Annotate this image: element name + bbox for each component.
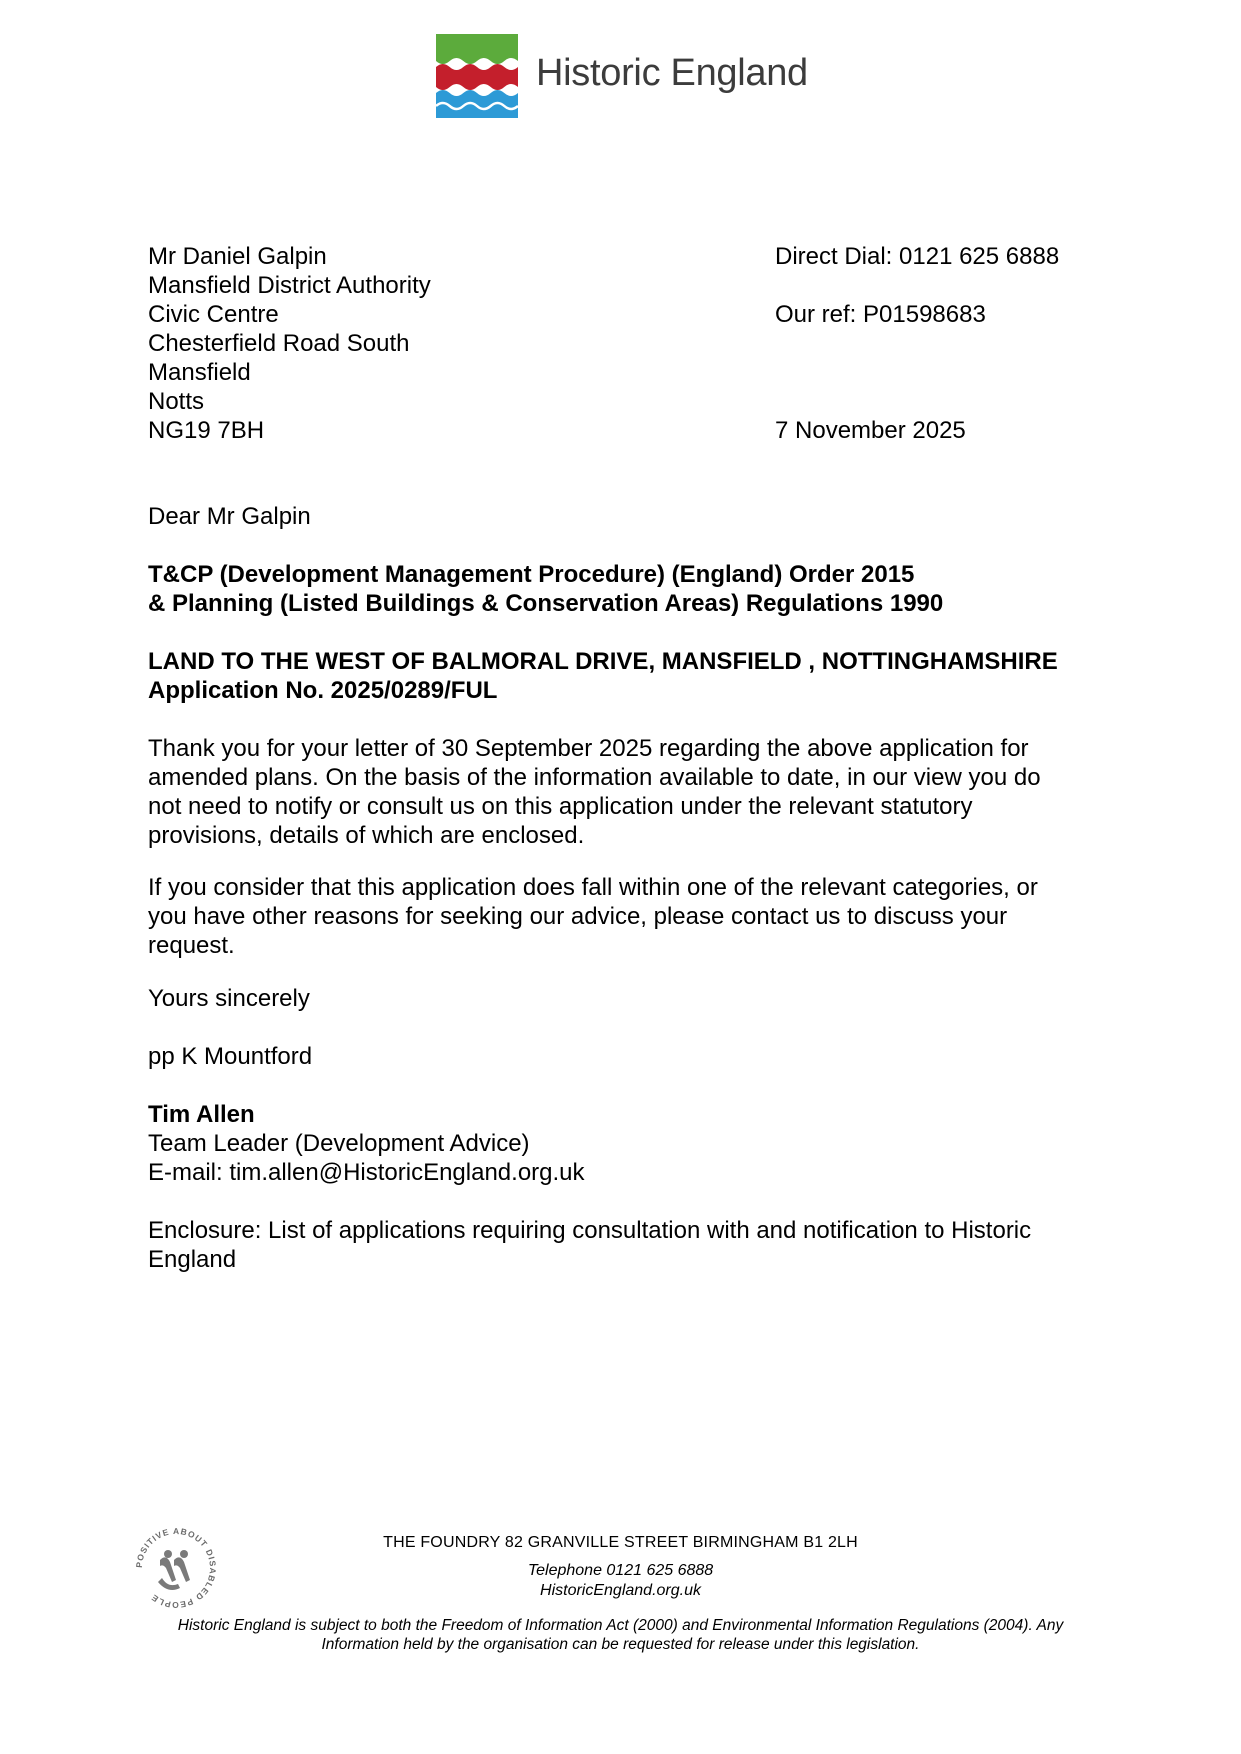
closing: Yours sincerely xyxy=(148,985,310,1012)
enclosure xyxy=(148,1216,1108,1274)
recipient-line: Notts xyxy=(148,388,205,415)
paragraph-line: Thank you for your letter of 30 September 2025 regarding the above application for xyxy=(148,735,1029,762)
signatory-email: E-mail: tim.allen@HistoricEngland.org.uk xyxy=(148,1159,585,1186)
recipient-line: Chesterfield Road South xyxy=(148,330,410,357)
direct-dial: Direct Dial: 0121 625 6888 xyxy=(775,243,1060,270)
paragraph-line: you have other reasons for seeking our advice, please contact us to discuss your xyxy=(148,903,1008,930)
logo-text: Historic England xyxy=(536,52,808,94)
footer-disclaimer-line: Information held by the organisation can be requested for release under this legislation. xyxy=(321,1636,920,1653)
recipient-line: NG19 7BH xyxy=(148,417,265,444)
footer-disclaimer-line: Historic England is subject to both the Freedom of Information Act (2000) and Environmental Information Regulations (2004). Any xyxy=(177,1617,1064,1634)
enclosure-line: Enclosure: List of applications requiring consultation with and notification to Historic xyxy=(148,1217,1032,1244)
site-heading xyxy=(148,647,1108,705)
pp-line: pp K Mountford xyxy=(148,1043,313,1070)
historic-england-logo xyxy=(436,34,808,120)
paragraph-1 xyxy=(148,734,1108,850)
paragraph-line: not need to notify or consult us on this application under the relevant statutory xyxy=(148,793,973,820)
signatory-name: Tim Allen xyxy=(148,1101,255,1128)
paragraph-line: amended plans. On the basis of the information available to date, in our view you do xyxy=(148,764,1041,791)
regulation-heading-line: T&CP (Development Management Procedure) (England) Order 2015 xyxy=(148,561,915,588)
footer-address: THE FOUNDRY 82 GRANVILLE STREET BIRMINGHAM B1 2LH xyxy=(383,1534,858,1551)
recipient-line: Mansfield xyxy=(148,359,251,386)
recipient-line: Mr Daniel Galpin xyxy=(148,243,327,270)
paragraph-2 xyxy=(148,873,1108,960)
regulation-heading xyxy=(148,560,1108,618)
historic-england-logo-icon xyxy=(436,34,518,118)
enclosure-line: England xyxy=(148,1246,237,1273)
footer-telephone: Telephone 0121 625 6888 xyxy=(527,1562,714,1579)
signatory-title: Team Leader (Development Advice) xyxy=(148,1130,530,1157)
regulation-heading-line: & Planning (Listed Buildings & Conservation Areas) Regulations 1990 xyxy=(148,590,944,617)
paragraph-line: provisions, details of which are enclosed. xyxy=(148,822,585,849)
footer-website: HistoricEngland.org.uk xyxy=(540,1582,701,1599)
paragraph-line: If you consider that this application does fall within one of the relevant categories, or xyxy=(148,874,1038,901)
our-ref: Our ref: P01598683 xyxy=(775,301,986,328)
badge-text: POSITIVE ABOUT DISABLED PEOPLE xyxy=(133,1525,219,1611)
site-heading-line: LAND TO THE WEST OF BALMORAL DRIVE, MANSFIELD , NOTTINGHAMSHIRE xyxy=(148,648,1058,675)
recipient-address xyxy=(148,242,431,445)
letter-date: 7 November 2025 xyxy=(775,417,966,444)
paragraph-line: request. xyxy=(148,932,235,959)
recipient-line: Civic Centre xyxy=(148,301,279,328)
recipient-line: Mansfield District Authority xyxy=(148,272,431,299)
salutation: Dear Mr Galpin xyxy=(148,503,311,530)
site-heading-line: Application No. 2025/0289/FUL xyxy=(148,677,498,704)
